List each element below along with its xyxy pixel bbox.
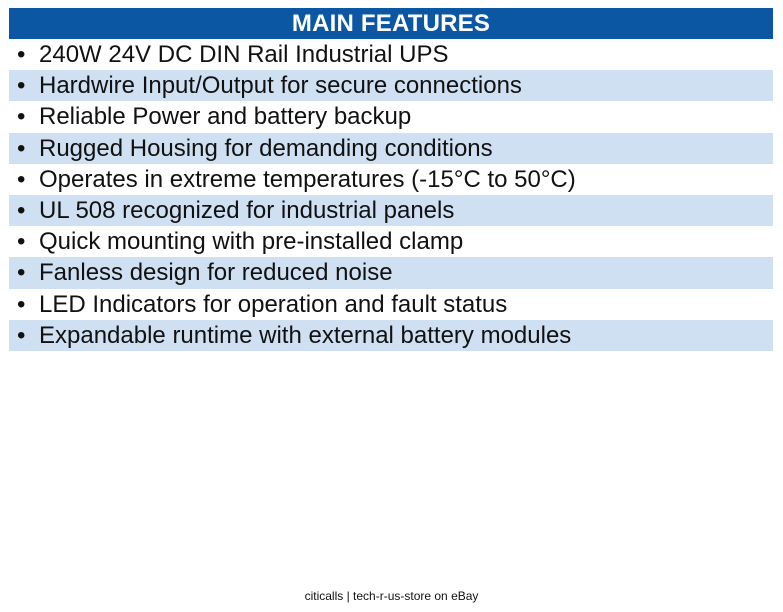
feature-list <box>9 39 773 351</box>
feature-text: Rugged Housing for demanding conditions <box>39 134 493 162</box>
feature-item <box>9 289 773 320</box>
feature-item <box>9 70 773 101</box>
bullet-icon: • <box>17 259 26 287</box>
feature-text: Quick mounting with pre-installed clamp <box>39 228 464 256</box>
bullet-icon: • <box>17 165 26 193</box>
feature-text: UL 508 recognized for industrial panels <box>39 196 455 224</box>
footer-credit: citicalls | tech-r-us-store on eBay <box>304 589 479 603</box>
bullet-icon: • <box>17 103 26 131</box>
feature-item <box>9 257 773 288</box>
feature-item <box>9 320 773 351</box>
bullet-icon: • <box>17 72 26 100</box>
feature-item <box>9 164 773 195</box>
feature-text: Hardwire Input/Output for secure connections <box>39 72 522 100</box>
feature-item <box>9 133 773 164</box>
features-panel <box>9 8 773 351</box>
feature-text: Reliable Power and battery backup <box>39 103 412 131</box>
feature-item <box>9 101 773 132</box>
feature-item <box>9 195 773 226</box>
bullet-icon: • <box>17 321 26 349</box>
bullet-icon: • <box>17 196 26 224</box>
feature-text: 240W 24V DC DIN Rail Industrial UPS <box>39 41 449 68</box>
bullet-icon: • <box>17 134 26 162</box>
bullet-icon: • <box>17 228 26 256</box>
feature-text: LED Indicators for operation and fault status <box>39 290 508 318</box>
feature-item <box>9 39 773 70</box>
bullet-icon: • <box>17 290 26 318</box>
feature-text: Expandable runtime with external battery modules <box>39 321 572 349</box>
feature-text: Fanless design for reduced noise <box>39 259 393 287</box>
feature-text: Operates in extreme temperatures (-15°C to 50°C) <box>39 165 576 193</box>
feature-item <box>9 226 773 257</box>
bullet-icon: • <box>17 41 26 68</box>
section-title: MAIN FEATURES <box>9 8 773 39</box>
